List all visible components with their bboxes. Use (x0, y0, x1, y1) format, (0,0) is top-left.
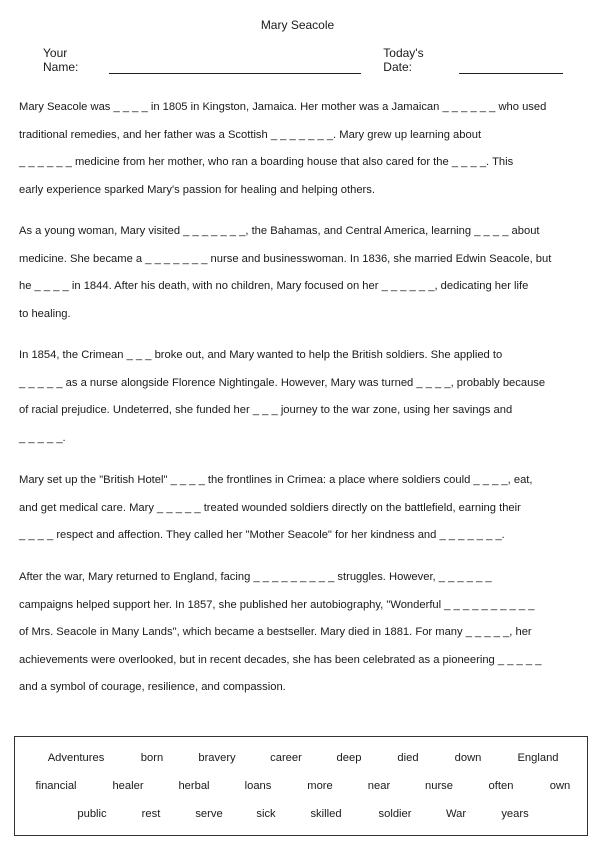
text-line: _ _ _ _ _ _ medicine from her mother, who ran a boarding house that also cared for the _ _ _ _. This (19, 156, 514, 168)
word-bank-item: public (77, 808, 107, 820)
word-bank-item: skilled (310, 808, 342, 820)
text-line: he _ _ _ _ in 1844. After his death, with no children, Mary focused on her _ _ _ _ _ _, dedicating her life (19, 280, 529, 292)
name-field-line[interactable] (109, 61, 361, 74)
paragraph-3 (19, 342, 584, 452)
word-bank-item: rest (141, 808, 161, 820)
word-bank-item: down (454, 752, 482, 764)
word-bank-item: healer (112, 780, 144, 792)
word-bank-item: soldier (378, 808, 412, 820)
word-bank-item: career (270, 752, 302, 764)
text-line: _ _ _ _ _ as a nurse alongside Florence Nightingale. However, Mary was turned _ _ _ _, probably because (19, 376, 546, 389)
word-bank-item: died (397, 752, 419, 764)
word-bank-item: loans (244, 780, 272, 792)
word-bank-item: near (367, 780, 391, 792)
header-fields (43, 46, 563, 74)
paragraph-2 (19, 218, 584, 328)
paragraph-1 (19, 94, 584, 204)
word-bank-item: more (307, 780, 333, 792)
text-line: Mary set up the "British Hotel" _ _ _ _ the frontlines in Crimea: a place where soldiers could _ _ _ _, eat, (19, 474, 533, 486)
word-bank-item: financial (35, 780, 77, 792)
word-bank-item: England (517, 752, 559, 764)
text-line: to healing. (19, 307, 71, 320)
text-line: As a young woman, Mary visited _ _ _ _ _ _ _, the Bahamas, and Central America, learning _ _ _ _ about (19, 225, 540, 237)
text-line: Mary Seacole was _ _ _ _ in 1805 in Kingston, Jamaica. Her mother was a Jamaican _ _ _ _ _ _ who used (19, 101, 547, 113)
text-line: and get medical care. Mary _ _ _ _ _ treated wounded soldiers directly on the battlefield, earning their (19, 501, 521, 514)
text-line: medicine. She became a _ _ _ _ _ _ _ nurse and businesswoman. In 1836, she married Edwin Seacole, but (19, 252, 552, 265)
word-bank-item: sick (256, 808, 276, 820)
text-line: After the war, Mary returned to England, facing _ _ _ _ _ _ _ _ _ struggles. However, _ _ _ _ _ _ (19, 571, 492, 583)
word-bank-item: Adventures (47, 752, 105, 764)
text-line: traditional remedies, and her father was a Scottish _ _ _ _ _ _ _. Mary grew up learning about (19, 128, 482, 141)
text-line: _ _ _ _ respect and affection. They called her "Mother Seacole" for her kindness and _ _ _ _ _ _ _. (19, 529, 505, 541)
name-label: Your Name: (43, 46, 79, 74)
text-line: and a symbol of courage, resilience, and compassion. (19, 681, 286, 693)
paragraph-4 (19, 467, 584, 550)
date-label: Today's Date: (383, 46, 424, 74)
word-bank-item: herbal (178, 780, 210, 792)
word-bank-item: nurse (425, 780, 453, 792)
word-bank-item: own (549, 780, 571, 792)
word-bank-item: born (140, 752, 164, 764)
text-line: achievements were overlooked, but in recent decades, she has been celebrated as a pioneering _ _ _ _ _ (19, 653, 542, 666)
text-line: campaigns helped support her. In 1857, she published her autobiography, "Wonderful _ _ _ _ _ _ _ _ _ _ (19, 598, 535, 611)
word-bank-item: often (488, 780, 514, 792)
page-title: Mary Seacole (260, 18, 335, 32)
word-bank-item: deep (336, 752, 362, 764)
text-line: of racial prejudice. Undeterred, she funded her _ _ _ journey to the war zone, using her savings and (19, 404, 513, 416)
date-field-line[interactable] (459, 61, 563, 74)
text-line: _ _ _ _ _. (19, 431, 66, 444)
word-bank-item: War (445, 808, 467, 820)
paragraph-5 (19, 564, 584, 702)
text-line: of Mrs. Seacole in Many Lands", which became a bestseller. Mary died in 1881. For many _ _ _ _ _, her (19, 626, 532, 638)
word-bank-item: years (501, 808, 529, 820)
text-line: early experience sparked Mary's passion for healing and helping others. (19, 183, 375, 196)
word-bank-item: serve (195, 808, 223, 820)
text-line: In 1854, the Crimean _ _ _ broke out, and Mary wanted to help the British soldiers. She applied to (19, 349, 503, 361)
word-bank (14, 736, 588, 836)
word-bank-item: bravery (198, 752, 236, 764)
